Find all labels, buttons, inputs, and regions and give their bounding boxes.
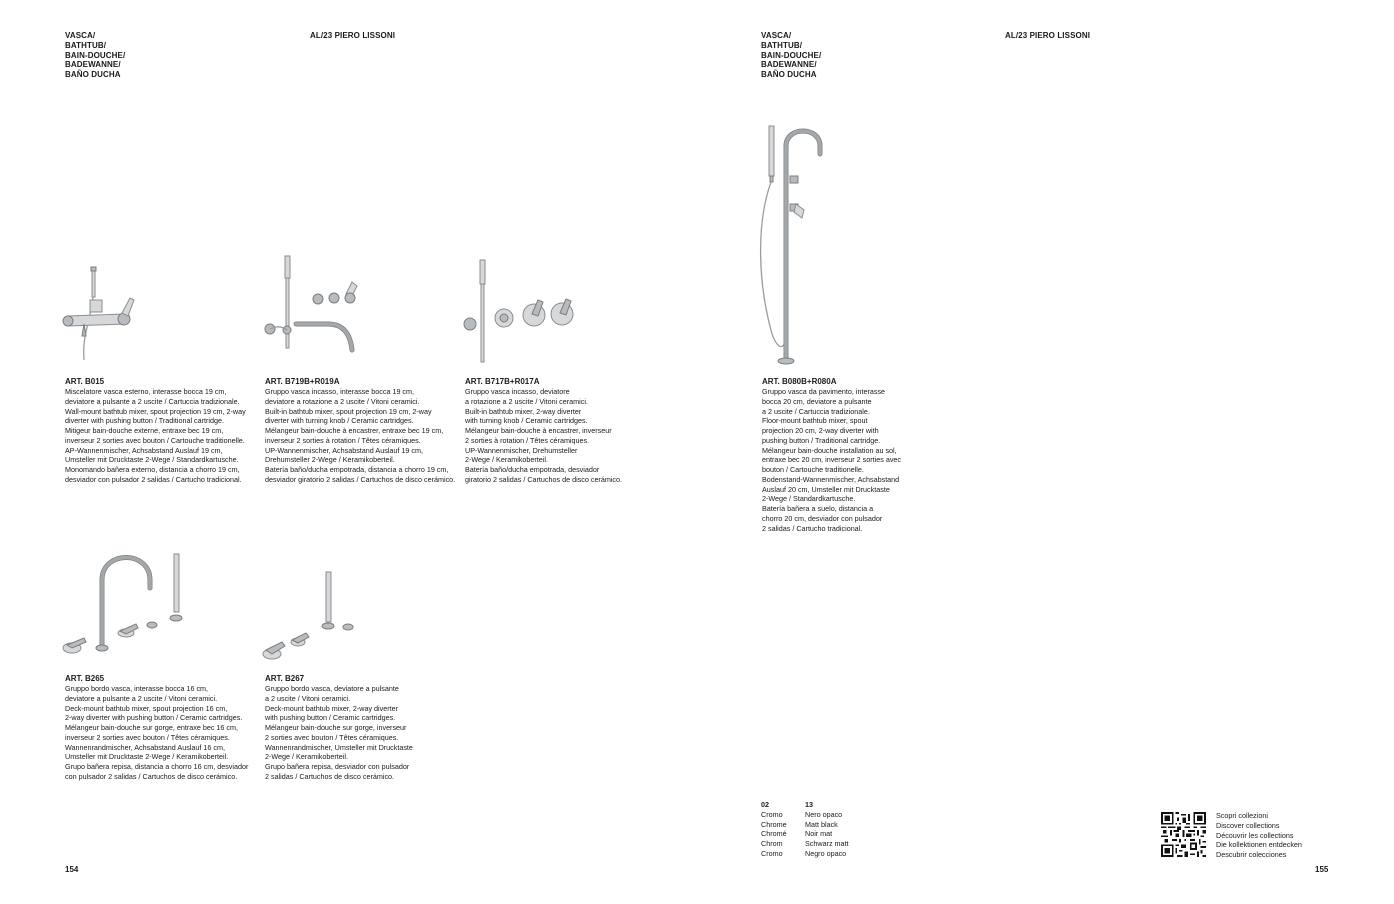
finish-name: Noir mat (805, 829, 833, 839)
floor-mount-bath-mixer-icon (752, 124, 832, 366)
right-category-header: VASCA/ BATHTUB/ BAIN-DOUCHE/ BADEWANNE/ BAÑO DUCHA (761, 31, 822, 80)
product-art-code: ART. B717B+R017A (465, 377, 540, 386)
right-collection-title: AL/23 PIERO LISSONI (1005, 31, 1091, 40)
product-art-code: ART. B267 (265, 674, 305, 683)
qr-link-text[interactable]: Descubrir colecciones (1216, 850, 1287, 860)
finish-name: Matt black (805, 819, 838, 829)
product-description: Gruppo bordo vasca, interasse bocca 16 cm, deviatore a pulsante a 2 uscite / Vitoni ceramici. Deck-mount bathtub mixer, spout projection 16 cm, 2-way diverter with pushing button / Ceramic cartridges. Mélangeur bain-douche sur gorge, entraxe bec 16 cm, inverseur 2 sorties avec bouton / Têtes céramiques. Wannenrandmischer, Achsabstand Auslauf 16 cm, Umsteller mit Drucktaste 2-Wege / Keramikoberteil. Grupo bañera repisa, distancia a chorro 16 cm, desviador con pulsador 2 salidas / Cartuchos de disco cerámico. (65, 684, 249, 781)
finish-name: Chrome (761, 819, 787, 829)
product-description: Gruppo bordo vasca, deviatore a pulsante a 2 uscite / Vitoni ceramici. Deck-mount bathtub mixer, 2-way diverter with pushing button / Ceramic cartridges. Mélangeur bain-douche sur gorge, inverseur 2 sorties avec bouton / Têtes céramiques. Wannenrandmischer, Umsteller mit Drucktaste 2-Wege / Keramikoberteil. Grupo bañera repisa, desviador con pulsador 2 salidas / Cartuchos de disco cerámico. (265, 684, 413, 781)
qr-link-text[interactable]: Discover collections (1216, 820, 1280, 830)
left-category-header: VASCA/ BATHTUB/ BAIN-DOUCHE/ BADEWANNE/ BAÑO DUCHA (65, 31, 126, 80)
page-number-right: 155 (1315, 865, 1329, 874)
product-description: Gruppo vasca incasso, interasse bocca 19 cm, deviatore a rotazione a 2 uscite / Vitoni ceramici. Built-in bathtub mixer, spout projection 19 cm, 2-way diverter with turning knob / Ceramic cartridges. Mélangeur bain-douche à encastrer, entraxe bec 19 cm, inverseur 2 sorties à rotation / Têtes céramiques. UP-Wannenmischer, Achsabstand Auslauf 19 cm, Drehumsteller 2-Wege / Keramikoberteil. Batería baño/ducha empotrada, distancia a chorro 19 cm, desviador giratorio 2 salidas / Cartuchos de disco cerámico. (265, 387, 456, 484)
product-block (65, 674, 260, 782)
qr-link-text[interactable]: Découvrir les collections (1216, 830, 1294, 840)
product-art-code: ART. B015 (65, 377, 105, 386)
page-number-left: 154 (65, 865, 79, 874)
wall-mount-bath-mixer-icon (62, 264, 142, 369)
product-description: Gruppo vasca da pavimento, interasse bocca 20 cm, deviatore a pulsante a 2 uscite / Cartuccia tradizionale. Floor-mount bathtub mixer, spout projection 20 cm, 2-way diverter with pushing button / Traditional cartridge. Mélangeur bain-douche installation au sol, entraxe bec 20 cm, inverseur 2 sorties avec bouton / Cartouche traditionelle. Bodenstand-Wannenmischer, Achsabstand Auslauf 20 cm, Umsteller mit Drucktaste 2-Wege / Standardkartusche. Batería bañera a suelo, distancia a chorro 20 cm, desviador con pulsador 2 salidas / Cartucho tradicional. (762, 387, 902, 533)
built-in-bath-mixer-plates-icon (462, 258, 582, 366)
product-description: Miscelatore vasca esterno, interasse bocca 19 cm, deviatore a pulsante a 2 uscite / Cartuccia tradizionale. Wall-mount bathtub mixer, spout projection 19 cm, 2-way diverter with pushing button / Traditional cartridge. Mitigeur bain-douche externe, entraxe bec 19 cm, inverseur 2 sorties avec bouton / Cartouche traditionelle. AP-Wannenmischer, Achsabstand Auslauf 19 cm, Umsteller mit Drucktaste 2-Wege / Standardkartusche. Monomando bañera externo, distancia a chorro 19 cm, desviador con pulsador 2 salidas / Cartucho tradicional. (65, 387, 246, 484)
qr-link-text[interactable]: Scopri collezioni (1216, 811, 1268, 820)
product-block (762, 377, 962, 533)
finish-code: 02 (761, 800, 769, 809)
finish-name: Cromo (761, 809, 783, 819)
built-in-bath-mixer-icon (262, 254, 372, 364)
product-art-code: ART. B265 (65, 674, 105, 683)
finish-name: Schwarz matt (805, 839, 849, 849)
deck-mount-bath-mixer-icon (62, 548, 192, 663)
qr-code-icon[interactable] (1161, 812, 1206, 857)
product-art-code: ART. B080B+R080A (762, 377, 837, 386)
finish-name: Negro opaco (805, 848, 847, 858)
qr-links (1216, 811, 1302, 860)
finish-code: 13 (805, 800, 813, 809)
finish-name: Nero opaco (805, 809, 843, 819)
finish-column-matt-black (805, 800, 849, 859)
finish-column-chrome (761, 800, 787, 859)
product-block (465, 377, 660, 485)
product-block (65, 377, 255, 485)
finish-name: Cromo (761, 848, 783, 858)
product-block (265, 674, 460, 782)
product-art-code: ART. B719B+R019A (265, 377, 340, 386)
deck-mount-bath-mixer-compact-icon (262, 570, 372, 662)
product-description: Gruppo vasca incasso, deviatore a rotazione a 2 uscite / Vitoni ceramici. Built-in bathtub mixer, 2-way diverter with turning knob / Ceramic cartridges. Mélangeur bain-douche à encastrer, inverseur 2 sorties à rotation / Têtes céramiques. UP-Wannenmischer, Drehumsteller 2-Wege / Keramikoberteil. Batería baño/ducha empotrada, desviador giratorio 2 salidas / Cartuchos de disco cerámico. (465, 387, 622, 484)
left-collection-title: AL/23 PIERO LISSONI (310, 31, 396, 40)
product-block (265, 377, 460, 485)
qr-link-text[interactable]: Die kollektionen entdecken (1216, 840, 1302, 850)
finish-name: Chromé (761, 829, 787, 839)
finish-name: Chrom (761, 839, 783, 849)
